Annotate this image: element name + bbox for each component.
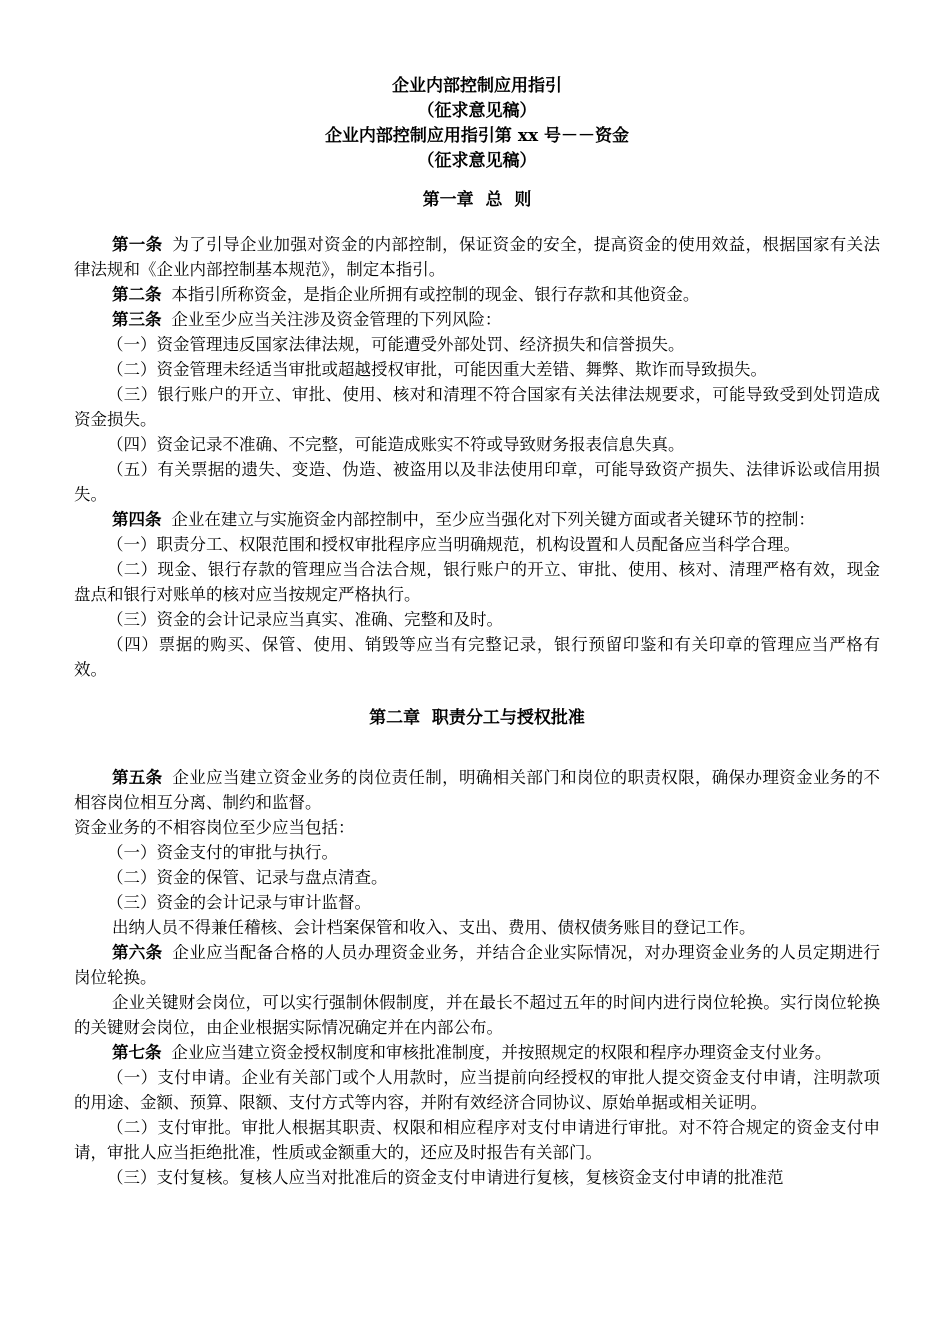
- list-item: （四）票据的购买、保管、使用、销毁等应当有完整记录，银行预留印鉴和有关印章的管理应当严格有效。: [74, 635, 880, 679]
- article-6-note: 企业关键财会岗位，可以实行强制休假制度，并在最长不超过五年的时间内进行岗位轮换。实行岗位轮换的关键财会岗位，由企业根据实际情况确定并在内部公布。: [74, 993, 880, 1037]
- list-item: （三）银行账户的开立、审批、使用、核对和清理不符合国家有关法律法规要求，可能导致受到处罚造成资金损失。: [74, 385, 880, 429]
- chapter-1-heading: 第一章 总 则: [422, 190, 532, 210]
- document-page: [74, 72, 880, 1190]
- list-intro: 资金业务的不相容岗位至少应当包括：: [74, 818, 355, 837]
- list-item: （一）支付申请。企业有关部门或个人用款时，应当提前向经授权的审批人提交资金支付申请，注明款项的用途、金额、预算、限额、支付方式等内容，并附有效经济合同协议、原始单据或相关证明。: [74, 1068, 880, 1112]
- guideline-title: 企业内部控制应用指引第 xx 号－－资金: [324, 126, 630, 146]
- article-6: [74, 940, 880, 990]
- article-label: 第三条: [111, 310, 162, 329]
- article-label: 第一条: [111, 235, 163, 254]
- article-text: 企业应当建立资金业务的岗位责任制，明确相关部门和岗位的职责权限，确保办理资金业务的不相容岗位相互分离、制约和监督。: [74, 768, 881, 812]
- article-text: 企业应当配备合格的人员办理资金业务，并结合企业实际情况，对办理资金业务的人员定期进行岗位轮换。: [74, 943, 881, 987]
- article-label: 第二条: [111, 285, 162, 304]
- list-item: （二）资金管理未经适当审批或超越授权审批，可能因重大差错、舞弊、欺诈而导致损失。: [107, 360, 767, 379]
- list-item: （四）资金记录不准确、不完整，可能造成账实不符或导致财务报表信息失真。: [107, 435, 685, 454]
- article-2: [74, 282, 880, 307]
- article-text: 企业在建立与实施资金内部控制中，至少应当强化对下列关键方面或者关键环节的控制：: [171, 510, 815, 529]
- article-text: 本指引所称资金，是指企业所拥有或控制的现金、银行存款和其他资金。: [171, 285, 700, 304]
- list-item: （三）资金的会计记录应当真实、准确、完整和及时。: [107, 610, 503, 629]
- list-item: （三）支付复核。复核人应当对批准后的资金支付申请进行复核，复核资金支付申请的批准范: [107, 1168, 784, 1187]
- article-3: [74, 307, 880, 332]
- chapter-2-heading: 第二章 职责分工与授权批准: [369, 708, 585, 728]
- article-label: 第五条: [111, 768, 163, 787]
- draft-note-2: （征求意见稿）: [417, 151, 537, 171]
- article-label: 第七条: [111, 1043, 162, 1062]
- article-1: [74, 232, 880, 282]
- article-label: 第六条: [111, 943, 163, 962]
- list-item: （一）资金管理违反国家法律法规，可能遭受外部处罚、经济损失和信誉损失。: [107, 335, 685, 354]
- list-item: （二）资金的保管、记录与盘点清查。: [107, 868, 388, 887]
- list-item: （五）有关票据的遗失、变造、伪造、被盗用以及非法使用印章，可能导致资产损失、法律诉讼或信用损失。: [74, 460, 880, 504]
- document-title: 企业内部控制应用指引: [392, 76, 562, 96]
- list-item: （二）支付审批。审批人根据其职责、权限和相应程序对支付申请进行审批。对不符合规定的资金支付申请，审批人应当拒绝批准，性质或金额重大的，还应及时报告有关部门。: [74, 1118, 880, 1162]
- list-item: （三）资金的会计记录与审计监督。: [107, 893, 371, 912]
- article-4: [74, 507, 880, 532]
- article-text: 为了引导企业加强对资金的内部控制，保证资金的安全，提高资金的使用效益，根据国家有关法律法规和《企业内部控制基本规范》，制定本指引。: [74, 235, 881, 279]
- article-label: 第四条: [111, 510, 162, 529]
- draft-note: （征求意见稿）: [417, 101, 537, 121]
- list-item: （二）现金、银行存款的管理应当合法合规，银行账户的开立、审批、使用、核对、清理严格有效，现金盘点和银行对账单的核对应当按规定严格执行。: [74, 560, 880, 604]
- list-item: （一）职责分工、权限范围和授权审批程序应当明确规范，机构设置和人员配备应当科学合理。: [107, 535, 800, 554]
- article-5: [74, 765, 880, 815]
- article-7: [74, 1040, 880, 1065]
- article-text: 企业至少应当关注涉及资金管理的下列风险：: [171, 310, 502, 329]
- article-5-note: 出纳人员不得兼任稽核、会计档案保管和收入、支出、费用、债权债务账目的登记工作。: [111, 918, 756, 937]
- article-text: 企业应当建立资金授权制度和审核批准制度，并按照规定的权限和程序办理资金支付业务。: [171, 1043, 832, 1062]
- list-item: （一）资金支付的审批与执行。: [107, 843, 338, 862]
